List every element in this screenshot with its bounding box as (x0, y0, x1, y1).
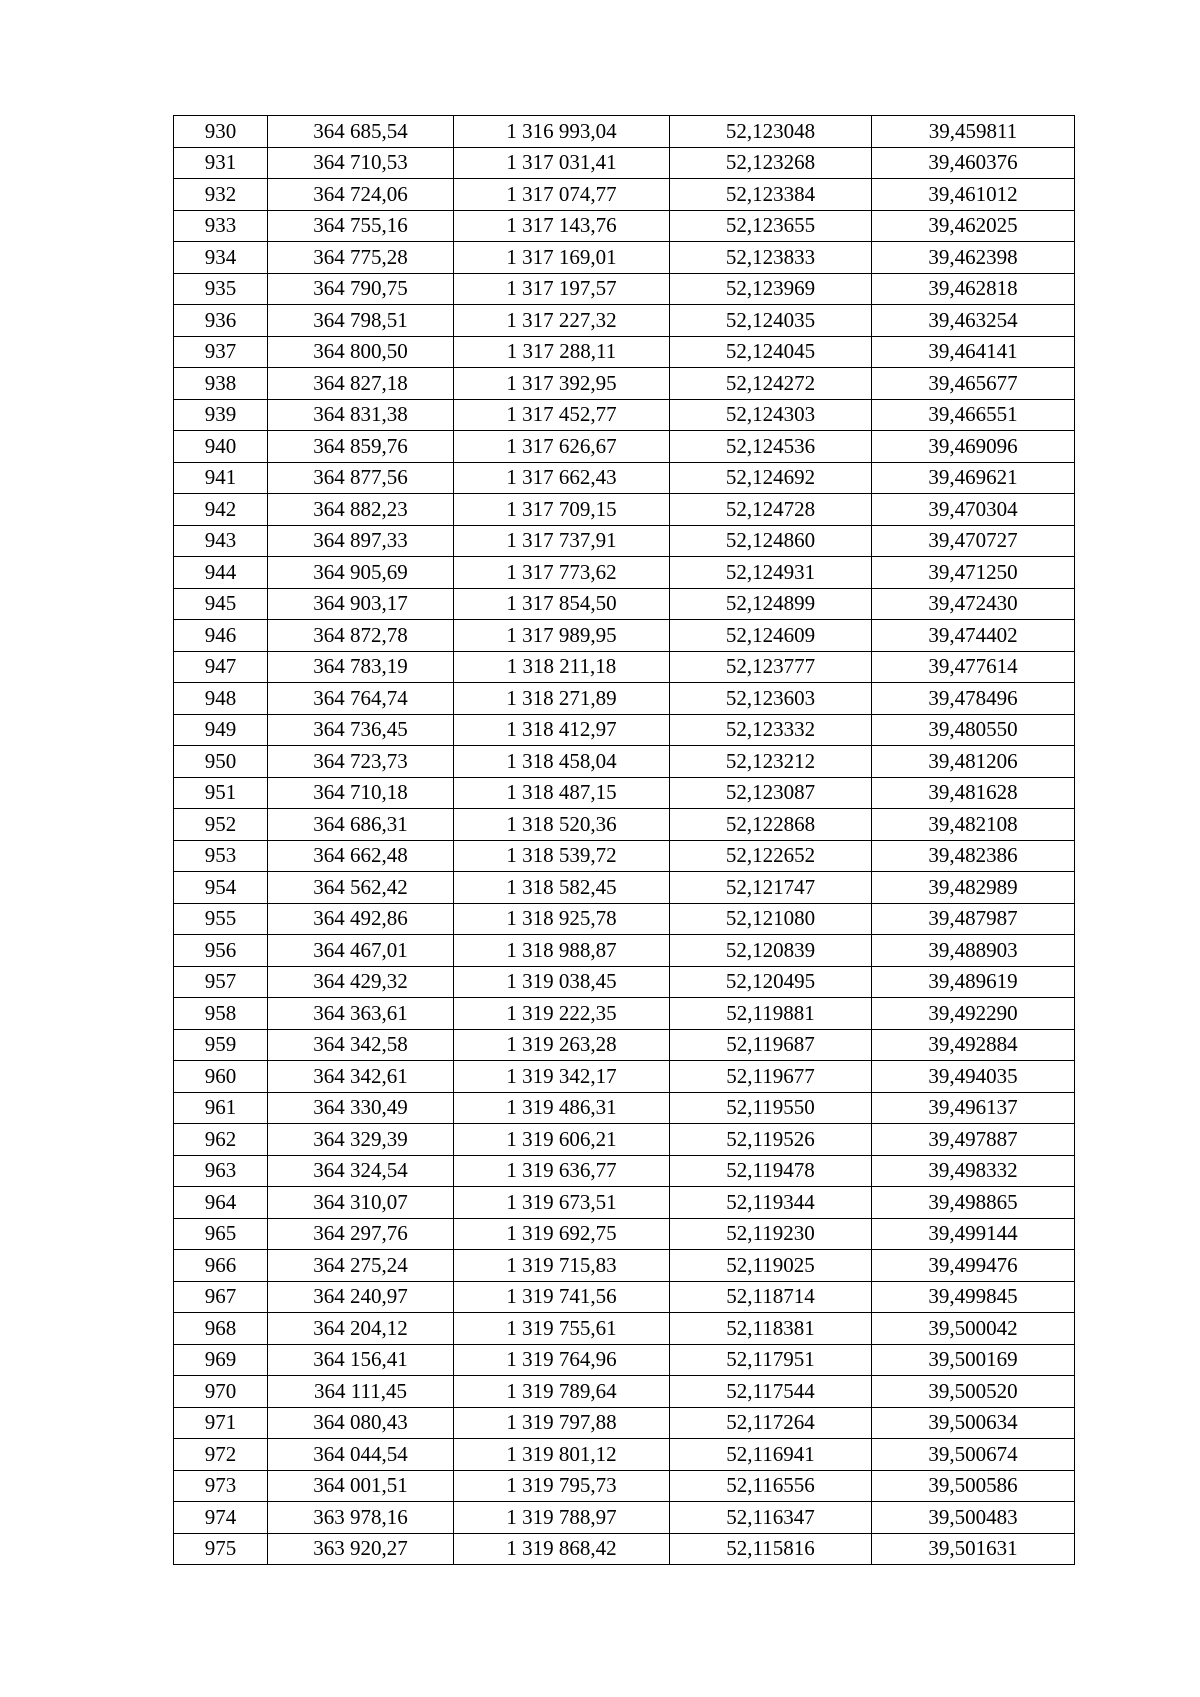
longitude-cell: 39,474402 (872, 620, 1075, 652)
point-number-cell: 931 (174, 147, 268, 179)
latitude-cell: 52,124860 (670, 525, 872, 557)
latitude-cell: 52,124035 (670, 305, 872, 337)
x-coordinate-cell: 364 342,61 (268, 1061, 454, 1093)
point-number-cell: 932 (174, 179, 268, 211)
latitude-cell: 52,124692 (670, 462, 872, 494)
y-coordinate-cell: 1 319 715,83 (454, 1250, 670, 1282)
y-coordinate-cell: 1 318 487,15 (454, 777, 670, 809)
table-row (174, 1218, 1075, 1250)
y-coordinate-cell: 1 319 038,45 (454, 966, 670, 998)
y-coordinate-cell: 1 319 342,17 (454, 1061, 670, 1093)
latitude-cell: 52,122652 (670, 840, 872, 872)
latitude-cell: 52,124303 (670, 399, 872, 431)
table-row (174, 1281, 1075, 1313)
latitude-cell: 52,119526 (670, 1124, 872, 1156)
x-coordinate-cell: 364 897,33 (268, 525, 454, 557)
table-row (174, 1376, 1075, 1408)
longitude-cell: 39,500169 (872, 1344, 1075, 1376)
latitude-cell: 52,118714 (670, 1281, 872, 1313)
longitude-cell: 39,500634 (872, 1407, 1075, 1439)
point-number-cell: 943 (174, 525, 268, 557)
point-number-cell: 947 (174, 651, 268, 683)
x-coordinate-cell: 363 978,16 (268, 1502, 454, 1534)
table-row (174, 588, 1075, 620)
x-coordinate-cell: 364 662,48 (268, 840, 454, 872)
table-row (174, 525, 1075, 557)
longitude-cell: 39,470304 (872, 494, 1075, 526)
longitude-cell: 39,500483 (872, 1502, 1075, 1534)
y-coordinate-cell: 1 317 169,01 (454, 242, 670, 274)
point-number-cell: 946 (174, 620, 268, 652)
longitude-cell: 39,482108 (872, 809, 1075, 841)
table-row (174, 210, 1075, 242)
y-coordinate-cell: 1 317 626,67 (454, 431, 670, 463)
table-row (174, 840, 1075, 872)
longitude-cell: 39,492290 (872, 998, 1075, 1030)
x-coordinate-cell: 364 330,49 (268, 1092, 454, 1124)
y-coordinate-cell: 1 318 925,78 (454, 903, 670, 935)
y-coordinate-cell: 1 317 031,41 (454, 147, 670, 179)
x-coordinate-cell: 364 686,31 (268, 809, 454, 841)
latitude-cell: 52,123212 (670, 746, 872, 778)
point-number-cell: 949 (174, 714, 268, 746)
longitude-cell: 39,500674 (872, 1439, 1075, 1471)
point-number-cell: 967 (174, 1281, 268, 1313)
point-number-cell: 951 (174, 777, 268, 809)
table-row (174, 714, 1075, 746)
point-number-cell: 955 (174, 903, 268, 935)
y-coordinate-cell: 1 319 797,88 (454, 1407, 670, 1439)
latitude-cell: 52,115816 (670, 1533, 872, 1565)
y-coordinate-cell: 1 317 288,11 (454, 336, 670, 368)
table-row (174, 1061, 1075, 1093)
x-coordinate-cell: 364 467,01 (268, 935, 454, 967)
x-coordinate-cell: 364 562,42 (268, 872, 454, 904)
y-coordinate-cell: 1 317 854,50 (454, 588, 670, 620)
longitude-cell: 39,500042 (872, 1313, 1075, 1345)
latitude-cell: 52,119230 (670, 1218, 872, 1250)
y-coordinate-cell: 1 319 755,61 (454, 1313, 670, 1345)
y-coordinate-cell: 1 318 582,45 (454, 872, 670, 904)
x-coordinate-cell: 364 736,45 (268, 714, 454, 746)
x-coordinate-cell: 364 877,56 (268, 462, 454, 494)
y-coordinate-cell: 1 317 709,15 (454, 494, 670, 526)
latitude-cell: 52,123332 (670, 714, 872, 746)
point-number-cell: 938 (174, 368, 268, 400)
table-row (174, 1092, 1075, 1124)
longitude-cell: 39,494035 (872, 1061, 1075, 1093)
latitude-cell: 52,120495 (670, 966, 872, 998)
latitude-cell: 52,119344 (670, 1187, 872, 1219)
x-coordinate-cell: 363 920,27 (268, 1533, 454, 1565)
point-number-cell: 936 (174, 305, 268, 337)
table-row (174, 1407, 1075, 1439)
y-coordinate-cell: 1 317 227,32 (454, 305, 670, 337)
point-number-cell: 942 (174, 494, 268, 526)
point-number-cell: 953 (174, 840, 268, 872)
longitude-cell: 39,498865 (872, 1187, 1075, 1219)
table-row (174, 1344, 1075, 1376)
x-coordinate-cell: 364 783,19 (268, 651, 454, 683)
longitude-cell: 39,466551 (872, 399, 1075, 431)
latitude-cell: 52,119478 (670, 1155, 872, 1187)
x-coordinate-cell: 364 492,86 (268, 903, 454, 935)
longitude-cell: 39,464141 (872, 336, 1075, 368)
point-number-cell: 934 (174, 242, 268, 274)
longitude-cell: 39,482386 (872, 840, 1075, 872)
point-number-cell: 948 (174, 683, 268, 715)
table-row (174, 1470, 1075, 1502)
latitude-cell: 52,117544 (670, 1376, 872, 1408)
latitude-cell: 52,123969 (670, 273, 872, 305)
table-row (174, 1533, 1075, 1565)
table-row (174, 1439, 1075, 1471)
point-number-cell: 960 (174, 1061, 268, 1093)
point-number-cell: 956 (174, 935, 268, 967)
longitude-cell: 39,462398 (872, 242, 1075, 274)
y-coordinate-cell: 1 319 789,64 (454, 1376, 670, 1408)
longitude-cell: 39,480550 (872, 714, 1075, 746)
latitude-cell: 52,119550 (670, 1092, 872, 1124)
table-row (174, 683, 1075, 715)
x-coordinate-cell: 364 685,54 (268, 116, 454, 148)
y-coordinate-cell: 1 319 486,31 (454, 1092, 670, 1124)
point-number-cell: 971 (174, 1407, 268, 1439)
longitude-cell: 39,496137 (872, 1092, 1075, 1124)
point-number-cell: 933 (174, 210, 268, 242)
latitude-cell: 52,124728 (670, 494, 872, 526)
coordinates-table-body (174, 116, 1075, 1565)
x-coordinate-cell: 364 275,24 (268, 1250, 454, 1282)
table-row (174, 903, 1075, 935)
longitude-cell: 39,487987 (872, 903, 1075, 935)
latitude-cell: 52,119687 (670, 1029, 872, 1061)
point-number-cell: 940 (174, 431, 268, 463)
longitude-cell: 39,477614 (872, 651, 1075, 683)
longitude-cell: 39,469096 (872, 431, 1075, 463)
point-number-cell: 962 (174, 1124, 268, 1156)
table-row (174, 494, 1075, 526)
y-coordinate-cell: 1 318 520,36 (454, 809, 670, 841)
point-number-cell: 970 (174, 1376, 268, 1408)
table-row (174, 1250, 1075, 1282)
longitude-cell: 39,470727 (872, 525, 1075, 557)
x-coordinate-cell: 364 903,17 (268, 588, 454, 620)
y-coordinate-cell: 1 319 764,96 (454, 1344, 670, 1376)
point-number-cell: 935 (174, 273, 268, 305)
latitude-cell: 52,123655 (670, 210, 872, 242)
table-row (174, 1029, 1075, 1061)
point-number-cell: 939 (174, 399, 268, 431)
y-coordinate-cell: 1 318 539,72 (454, 840, 670, 872)
latitude-cell: 52,120839 (670, 935, 872, 967)
table-row (174, 462, 1075, 494)
latitude-cell: 52,124931 (670, 557, 872, 589)
table-row (174, 872, 1075, 904)
latitude-cell: 52,116941 (670, 1439, 872, 1471)
point-number-cell: 969 (174, 1344, 268, 1376)
x-coordinate-cell: 364 710,53 (268, 147, 454, 179)
latitude-cell: 52,116556 (670, 1470, 872, 1502)
longitude-cell: 39,481628 (872, 777, 1075, 809)
point-number-cell: 965 (174, 1218, 268, 1250)
x-coordinate-cell: 364 324,54 (268, 1155, 454, 1187)
y-coordinate-cell: 1 317 074,77 (454, 179, 670, 211)
y-coordinate-cell: 1 319 868,42 (454, 1533, 670, 1565)
x-coordinate-cell: 364 800,50 (268, 336, 454, 368)
longitude-cell: 39,459811 (872, 116, 1075, 148)
longitude-cell: 39,469621 (872, 462, 1075, 494)
table-row (174, 777, 1075, 809)
latitude-cell: 52,119677 (670, 1061, 872, 1093)
y-coordinate-cell: 1 319 795,73 (454, 1470, 670, 1502)
x-coordinate-cell: 364 080,43 (268, 1407, 454, 1439)
latitude-cell: 52,116347 (670, 1502, 872, 1534)
longitude-cell: 39,461012 (872, 179, 1075, 211)
y-coordinate-cell: 1 317 392,95 (454, 368, 670, 400)
table-row (174, 620, 1075, 652)
x-coordinate-cell: 364 755,16 (268, 210, 454, 242)
latitude-cell: 52,124045 (670, 336, 872, 368)
x-coordinate-cell: 364 297,76 (268, 1218, 454, 1250)
point-number-cell: 975 (174, 1533, 268, 1565)
x-coordinate-cell: 364 827,18 (268, 368, 454, 400)
point-number-cell: 968 (174, 1313, 268, 1345)
latitude-cell: 52,123833 (670, 242, 872, 274)
y-coordinate-cell: 1 319 788,97 (454, 1502, 670, 1534)
longitude-cell: 39,488903 (872, 935, 1075, 967)
table-row (174, 305, 1075, 337)
point-number-cell: 964 (174, 1187, 268, 1219)
longitude-cell: 39,500586 (872, 1470, 1075, 1502)
table-row (174, 431, 1075, 463)
longitude-cell: 39,499144 (872, 1218, 1075, 1250)
longitude-cell: 39,463254 (872, 305, 1075, 337)
longitude-cell: 39,481206 (872, 746, 1075, 778)
table-row (174, 557, 1075, 589)
longitude-cell: 39,471250 (872, 557, 1075, 589)
table-row (174, 651, 1075, 683)
latitude-cell: 52,123048 (670, 116, 872, 148)
longitude-cell: 39,478496 (872, 683, 1075, 715)
longitude-cell: 39,499476 (872, 1250, 1075, 1282)
point-number-cell: 952 (174, 809, 268, 841)
y-coordinate-cell: 1 319 263,28 (454, 1029, 670, 1061)
latitude-cell: 52,118381 (670, 1313, 872, 1345)
latitude-cell: 52,123603 (670, 683, 872, 715)
y-coordinate-cell: 1 319 692,75 (454, 1218, 670, 1250)
point-number-cell: 973 (174, 1470, 268, 1502)
latitude-cell: 52,123384 (670, 179, 872, 211)
latitude-cell: 52,117951 (670, 1344, 872, 1376)
table-row (174, 1155, 1075, 1187)
table-row (174, 1502, 1075, 1534)
table-row (174, 935, 1075, 967)
longitude-cell: 39,492884 (872, 1029, 1075, 1061)
x-coordinate-cell: 364 363,61 (268, 998, 454, 1030)
y-coordinate-cell: 1 318 211,18 (454, 651, 670, 683)
longitude-cell: 39,499845 (872, 1281, 1075, 1313)
longitude-cell: 39,482989 (872, 872, 1075, 904)
y-coordinate-cell: 1 319 606,21 (454, 1124, 670, 1156)
y-coordinate-cell: 1 318 271,89 (454, 683, 670, 715)
longitude-cell: 39,465677 (872, 368, 1075, 400)
table-row (174, 399, 1075, 431)
point-number-cell: 944 (174, 557, 268, 589)
point-number-cell: 957 (174, 966, 268, 998)
table-row (174, 368, 1075, 400)
x-coordinate-cell: 364 775,28 (268, 242, 454, 274)
x-coordinate-cell: 364 429,32 (268, 966, 454, 998)
latitude-cell: 52,124899 (670, 588, 872, 620)
x-coordinate-cell: 364 111,45 (268, 1376, 454, 1408)
longitude-cell: 39,501631 (872, 1533, 1075, 1565)
point-number-cell: 945 (174, 588, 268, 620)
x-coordinate-cell: 364 831,38 (268, 399, 454, 431)
table-row (174, 1124, 1075, 1156)
point-number-cell: 958 (174, 998, 268, 1030)
latitude-cell: 52,123777 (670, 651, 872, 683)
x-coordinate-cell: 364 872,78 (268, 620, 454, 652)
point-number-cell: 937 (174, 336, 268, 368)
longitude-cell: 39,489619 (872, 966, 1075, 998)
point-number-cell: 972 (174, 1439, 268, 1471)
y-coordinate-cell: 1 317 662,43 (454, 462, 670, 494)
table-row (174, 1313, 1075, 1345)
latitude-cell: 52,121747 (670, 872, 872, 904)
latitude-cell: 52,124609 (670, 620, 872, 652)
table-row (174, 116, 1075, 148)
point-number-cell: 941 (174, 462, 268, 494)
x-coordinate-cell: 364 204,12 (268, 1313, 454, 1345)
table-row (174, 966, 1075, 998)
y-coordinate-cell: 1 318 458,04 (454, 746, 670, 778)
x-coordinate-cell: 364 240,97 (268, 1281, 454, 1313)
point-number-cell: 950 (174, 746, 268, 778)
latitude-cell: 52,119881 (670, 998, 872, 1030)
x-coordinate-cell: 364 329,39 (268, 1124, 454, 1156)
x-coordinate-cell: 364 001,51 (268, 1470, 454, 1502)
x-coordinate-cell: 364 905,69 (268, 557, 454, 589)
y-coordinate-cell: 1 319 222,35 (454, 998, 670, 1030)
latitude-cell: 52,121080 (670, 903, 872, 935)
table-row (174, 147, 1075, 179)
table-row (174, 336, 1075, 368)
y-coordinate-cell: 1 317 989,95 (454, 620, 670, 652)
x-coordinate-cell: 364 724,06 (268, 179, 454, 211)
x-coordinate-cell: 364 723,73 (268, 746, 454, 778)
y-coordinate-cell: 1 319 636,77 (454, 1155, 670, 1187)
table-row (174, 998, 1075, 1030)
table-row (174, 242, 1075, 274)
table-row (174, 179, 1075, 211)
latitude-cell: 52,124272 (670, 368, 872, 400)
longitude-cell: 39,462818 (872, 273, 1075, 305)
latitude-cell: 52,124536 (670, 431, 872, 463)
point-number-cell: 974 (174, 1502, 268, 1534)
x-coordinate-cell: 364 710,18 (268, 777, 454, 809)
x-coordinate-cell: 364 798,51 (268, 305, 454, 337)
y-coordinate-cell: 1 317 143,76 (454, 210, 670, 242)
point-number-cell: 963 (174, 1155, 268, 1187)
y-coordinate-cell: 1 317 737,91 (454, 525, 670, 557)
point-number-cell: 961 (174, 1092, 268, 1124)
longitude-cell: 39,460376 (872, 147, 1075, 179)
latitude-cell: 52,123087 (670, 777, 872, 809)
latitude-cell: 52,117264 (670, 1407, 872, 1439)
table-row (174, 1187, 1075, 1219)
x-coordinate-cell: 364 156,41 (268, 1344, 454, 1376)
table-row (174, 273, 1075, 305)
latitude-cell: 52,122868 (670, 809, 872, 841)
point-number-cell: 930 (174, 116, 268, 148)
latitude-cell: 52,123268 (670, 147, 872, 179)
point-number-cell: 966 (174, 1250, 268, 1282)
table-row (174, 746, 1075, 778)
longitude-cell: 39,498332 (872, 1155, 1075, 1187)
y-coordinate-cell: 1 317 452,77 (454, 399, 670, 431)
x-coordinate-cell: 364 764,74 (268, 683, 454, 715)
point-number-cell: 954 (174, 872, 268, 904)
coordinates-table (173, 115, 1075, 1565)
y-coordinate-cell: 1 316 993,04 (454, 116, 670, 148)
x-coordinate-cell: 364 310,07 (268, 1187, 454, 1219)
y-coordinate-cell: 1 319 741,56 (454, 1281, 670, 1313)
x-coordinate-cell: 364 859,76 (268, 431, 454, 463)
longitude-cell: 39,500520 (872, 1376, 1075, 1408)
latitude-cell: 52,119025 (670, 1250, 872, 1282)
x-coordinate-cell: 364 342,58 (268, 1029, 454, 1061)
x-coordinate-cell: 364 882,23 (268, 494, 454, 526)
longitude-cell: 39,462025 (872, 210, 1075, 242)
y-coordinate-cell: 1 317 773,62 (454, 557, 670, 589)
point-number-cell: 959 (174, 1029, 268, 1061)
longitude-cell: 39,497887 (872, 1124, 1075, 1156)
x-coordinate-cell: 364 790,75 (268, 273, 454, 305)
y-coordinate-cell: 1 317 197,57 (454, 273, 670, 305)
y-coordinate-cell: 1 318 988,87 (454, 935, 670, 967)
y-coordinate-cell: 1 319 673,51 (454, 1187, 670, 1219)
table-row (174, 809, 1075, 841)
x-coordinate-cell: 364 044,54 (268, 1439, 454, 1471)
y-coordinate-cell: 1 318 412,97 (454, 714, 670, 746)
y-coordinate-cell: 1 319 801,12 (454, 1439, 670, 1471)
longitude-cell: 39,472430 (872, 588, 1075, 620)
